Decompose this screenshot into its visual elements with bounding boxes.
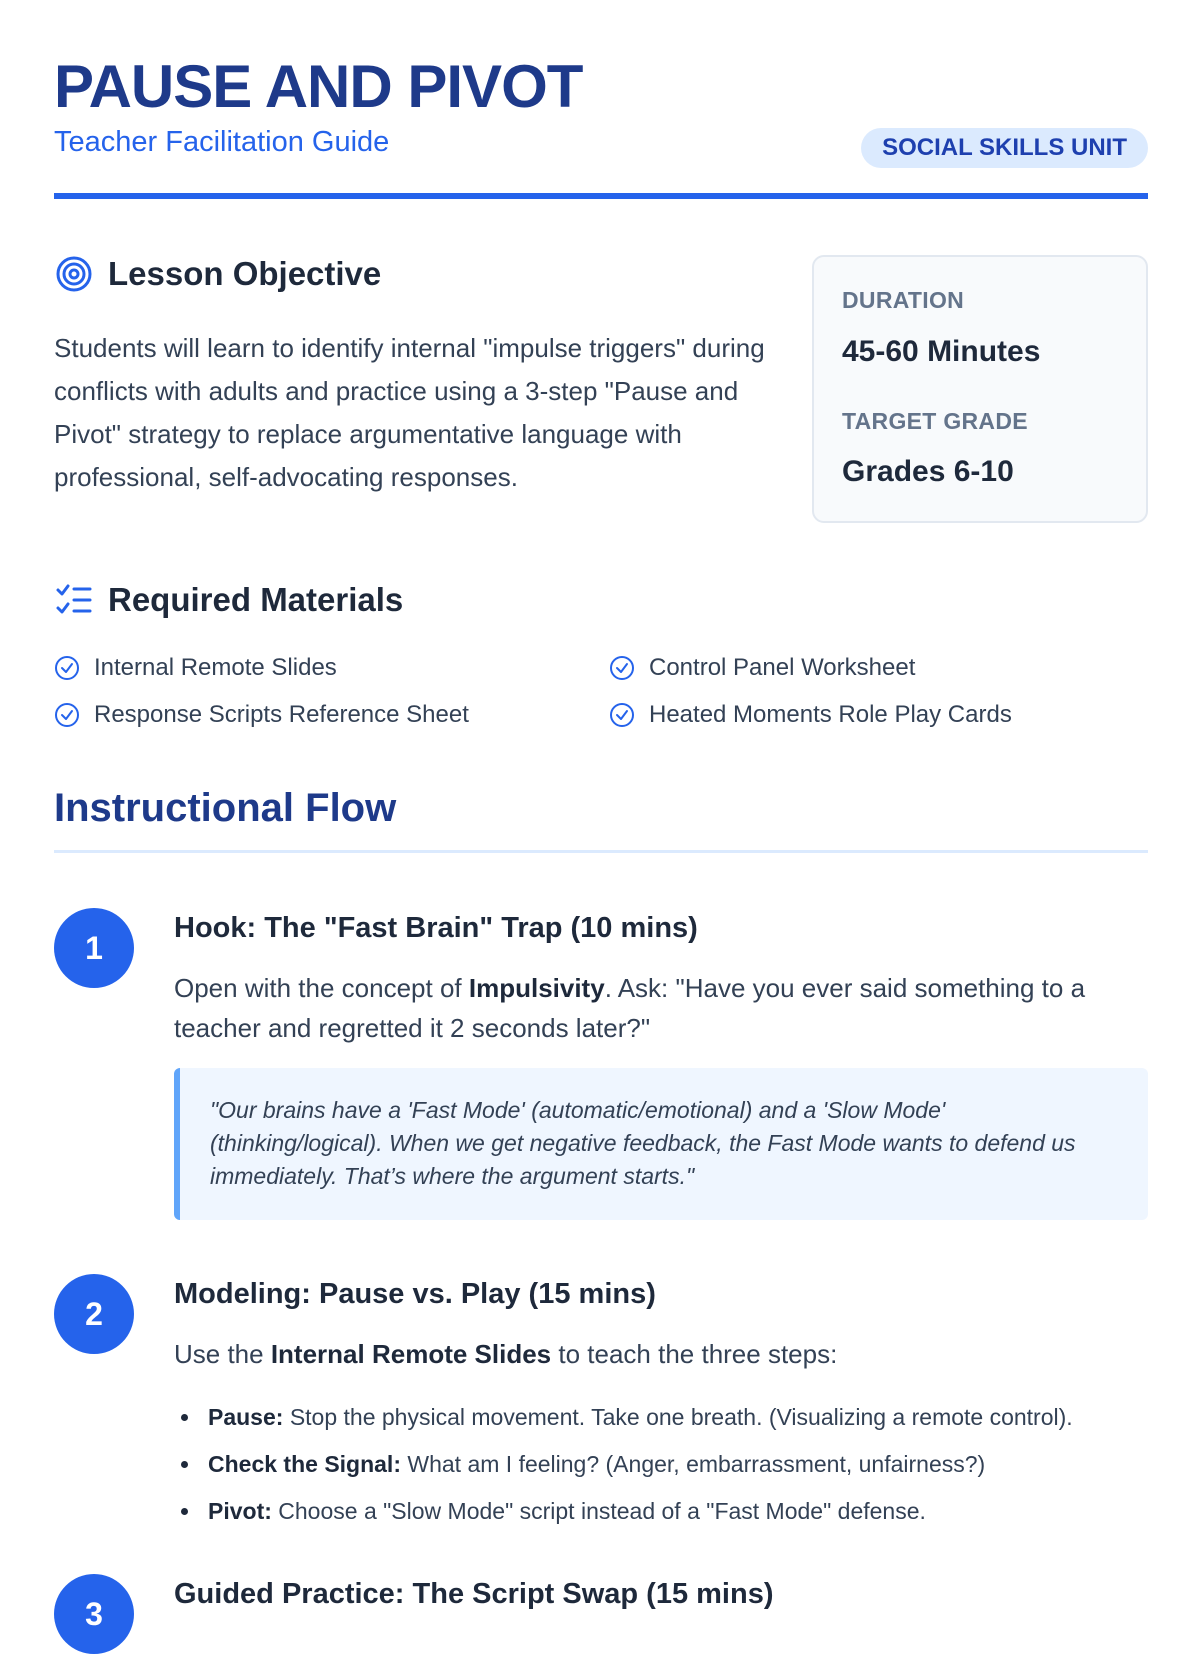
- step-number-badge: 2: [54, 1274, 134, 1354]
- step-description-emphasis: Impulsivity: [468, 973, 605, 1003]
- teacher-script-quote: "Our brains have a 'Fast Mode' (automatic/emotional) and a 'Slow Mode' (thinking/logical). When we get negative feedback, the Fast Mode wants to defend us immediately. That’s where the argument starts.": [174, 1068, 1148, 1220]
- check-circle-icon: [54, 702, 80, 728]
- material-label: Response Scripts Reference Sheet: [94, 701, 469, 728]
- objective-text: Students will learn to identify internal "impulse triggers" during conflicts with adults and practice using a 3-step "Pause and Pivot" strategy to replace argumentative language with professional, self-advocating responses.: [54, 333, 765, 492]
- step-heading: Modeling: Pause vs. Play (15 mins): [174, 1278, 656, 1310]
- target-grade-label: TARGET GRADE: [842, 408, 1028, 434]
- duration-label: DURATION: [842, 287, 965, 313]
- step-description: [174, 1334, 1148, 1374]
- header-divider: [54, 193, 1148, 199]
- list-item-text: Choose a "Slow Mode" script instead of a "Fast Mode" defense.: [271, 1498, 926, 1524]
- material-item: [609, 653, 915, 683]
- list-item: [208, 1394, 1182, 1441]
- strategy-steps-list: [174, 1394, 1182, 1535]
- material-label: Control Panel Worksheet: [649, 654, 916, 681]
- duration-value: 45-60 Minutes: [842, 335, 1041, 368]
- target-icon: [54, 254, 94, 294]
- target-grade-value: Grades 6-10: [842, 455, 1014, 488]
- checklist-icon: [54, 580, 94, 620]
- list-item: [208, 1488, 1182, 1535]
- check-circle-icon: [609, 702, 635, 728]
- materials-heading-label: Required Materials: [108, 581, 404, 618]
- page-title: PAUSE AND PIVOT: [54, 53, 583, 120]
- materials-heading: [54, 578, 403, 622]
- list-item: [208, 1441, 1182, 1488]
- list-item-text: What am I feeling? (Anger, embarrassment, unfairness?): [400, 1451, 986, 1477]
- list-item-term: Check the Signal:: [208, 1451, 401, 1477]
- step-number-badge: 1: [54, 908, 134, 988]
- list-item-text: Stop the physical movement. Take one breath. (Visualizing a remote control).: [283, 1404, 1073, 1430]
- list-item-term: Pivot:: [208, 1498, 272, 1524]
- material-item: [54, 700, 469, 730]
- step-description: [174, 968, 1148, 1048]
- check-circle-icon: [609, 655, 635, 681]
- step-description-text: . Ask: "Have you ever said something to a teacher and regretted it 2 seconds later?": [174, 973, 1086, 1043]
- objective-heading-label: Lesson Objective: [108, 255, 382, 292]
- step-heading: Guided Practice: The Script Swap (15 mins): [174, 1578, 774, 1610]
- lesson-info-card: [812, 255, 1148, 523]
- material-item: [609, 700, 1012, 730]
- step-description-text: Open with the concept of: [174, 973, 469, 1003]
- step-description-emphasis: Internal Remote Slides: [270, 1339, 552, 1369]
- step-number-badge: 3: [54, 1574, 134, 1654]
- check-circle-icon: [54, 655, 80, 681]
- instructional-flow-heading: Instructional Flow: [54, 786, 397, 830]
- material-label: Heated Moments Role Play Cards: [649, 701, 1012, 728]
- flow-divider: [54, 850, 1148, 853]
- step-description-text: to teach the three steps:: [551, 1339, 838, 1369]
- list-item-term: Pause:: [208, 1404, 284, 1430]
- material-label: Internal Remote Slides: [94, 654, 337, 681]
- material-item: [54, 653, 337, 683]
- materials-list: [54, 650, 1148, 746]
- unit-badge: SOCIAL SKILLS UNIT: [861, 128, 1148, 168]
- page-subtitle: Teacher Facilitation Guide: [54, 126, 390, 158]
- objective-heading: [54, 252, 381, 296]
- step-heading: Hook: The "Fast Brain" Trap (10 mins): [174, 912, 698, 944]
- step-description-text: Use the: [174, 1339, 271, 1369]
